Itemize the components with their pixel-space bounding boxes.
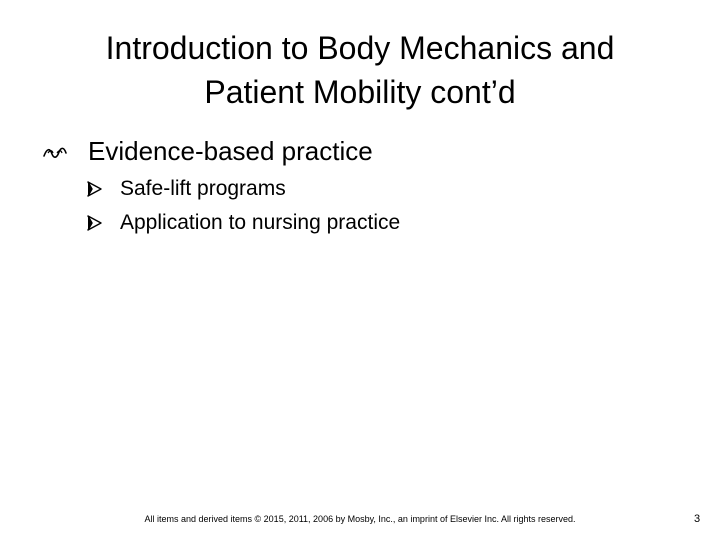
- sub-bullet-text: Safe-lift programs: [120, 177, 286, 200]
- page-number: 3: [693, 513, 701, 525]
- slide-title: [40, 26, 680, 114]
- sub-bullet-item: [86, 172, 646, 206]
- wavy-bullet-icon: [42, 144, 68, 160]
- arrowhead-icon: [86, 215, 102, 231]
- bullet-text: Evidence-based practice: [88, 136, 373, 166]
- sub-bullet-item: [86, 206, 646, 240]
- copyright-footer: All items and derived items © 2015, 2011, 2006 by Mosby, Inc., an imprint of Elsevier Inc. All rights reserved.: [144, 514, 576, 524]
- bullet-evidence-based-practice: [42, 134, 662, 170]
- slide-title-line-1: Introduction to Body Mechanics and: [105, 30, 615, 66]
- sub-bullet-text: Application to nursing practice: [120, 211, 401, 234]
- slide-title-line-2: Patient Mobility cont’d: [204, 74, 516, 110]
- sub-bullet-list: [86, 172, 646, 240]
- arrowhead-icon: [86, 181, 102, 197]
